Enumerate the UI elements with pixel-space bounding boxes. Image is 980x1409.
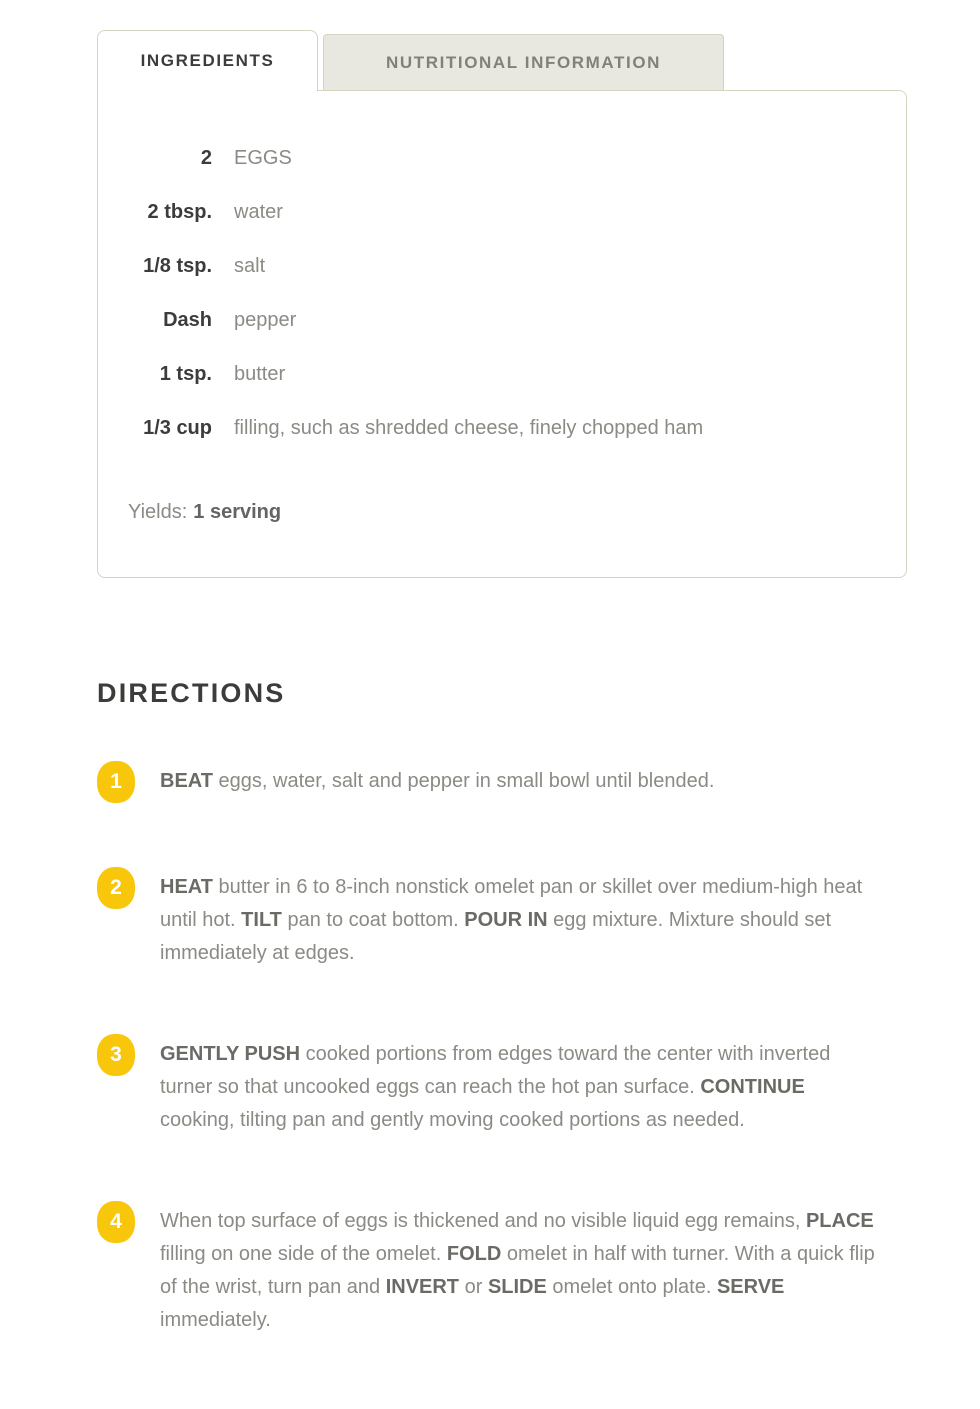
ingredient-row — [98, 239, 876, 293]
yields-value: 1 serving — [193, 501, 282, 523]
step-text: HEAT butter in 6 to 8-inch nonstick omelet pan or skillet over medium-high heat until hot. TILT pan to coat bottom. POUR IN egg mixture. Mixture should set immediately at edges. — [160, 876, 863, 964]
recipe-page — [0, 30, 980, 1337]
step-number-badge: 4 — [97, 1201, 135, 1243]
step-text: BEAT eggs, water, salt and pepper in small bowl until blended. — [160, 770, 715, 792]
direction-step — [97, 765, 907, 803]
ingredient-list — [98, 131, 876, 455]
ingredients-panel — [97, 90, 907, 578]
ingredient-quantity: 2 tbsp. — [147, 200, 212, 223]
tab-ingredients[interactable]: INGREDIENTS — [97, 30, 318, 91]
ingredient-name: salt — [234, 254, 266, 277]
ingredient-quantity: 1 tsp. — [159, 362, 212, 385]
step-number-badge: 2 — [97, 867, 135, 909]
directions-title: DIRECTIONS — [97, 678, 286, 708]
ingredient-quantity: Dash — [163, 308, 212, 331]
ingredient-name: EGGS — [234, 146, 292, 169]
direction-step — [97, 1205, 907, 1337]
ingredient-name: filling, such as shredded cheese, finely chopped ham — [234, 416, 704, 439]
ingredient-row — [98, 185, 876, 239]
directions-steps — [97, 765, 907, 1337]
step-text: When top surface of eggs is thickened and no visible liquid egg remains, PLACE filling on one side of the omelet. FOLD omelet in half with turner. With a quick flip of the wrist, turn pan and INVERT or SLIDE omelet onto plate. SERVE immediately. — [160, 1210, 875, 1331]
step-number-badge: 1 — [97, 761, 135, 803]
step-number-badge: 3 — [97, 1034, 135, 1076]
yields-label: Yields: — [128, 501, 188, 523]
direction-step — [97, 871, 907, 970]
step-text: GENTLY PUSH cooked portions from edges toward the center with inverted turner so that uncooked eggs can reach the hot pan surface. CONTINUE cooking, tilting pan and gently moving cooked portions as needed. — [160, 1043, 831, 1131]
directions-section — [97, 678, 907, 1337]
ingredients-card — [97, 30, 907, 578]
ingredient-quantity: 1/8 tsp. — [143, 254, 212, 277]
yields-line — [98, 501, 876, 524]
ingredient-row — [98, 347, 876, 401]
tab-row — [97, 30, 907, 90]
tab-nutritional-information[interactable]: NUTRITIONAL INFORMATION — [323, 34, 724, 90]
ingredient-quantity: 2 — [200, 146, 212, 169]
ingredient-name: butter — [234, 362, 286, 385]
ingredient-row — [98, 401, 876, 455]
ingredient-row — [98, 131, 876, 185]
ingredient-name: pepper — [234, 308, 297, 331]
ingredient-quantity: 1/3 cup — [143, 416, 212, 439]
direction-step — [97, 1038, 907, 1137]
ingredient-name: water — [234, 200, 283, 223]
ingredient-row — [98, 293, 876, 347]
